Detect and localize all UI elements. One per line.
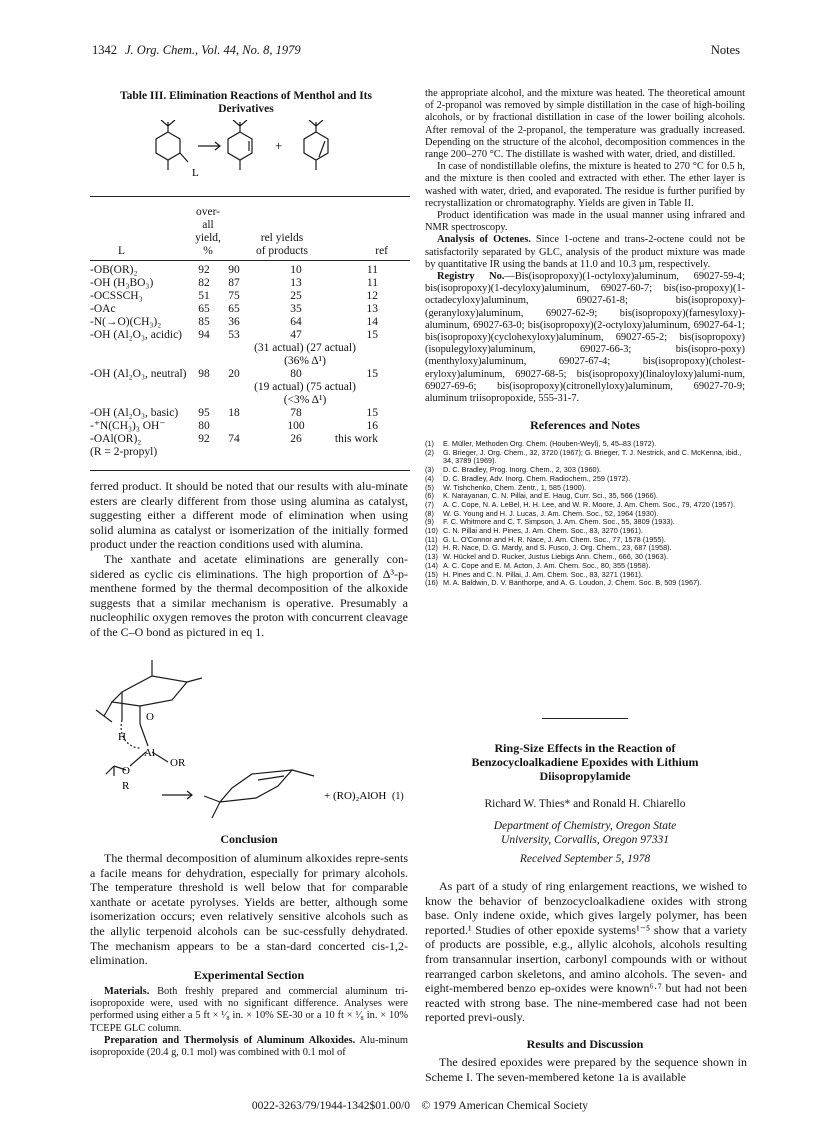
table-cell: 13 [366, 303, 378, 315]
menthol-elimination-scheme [128, 120, 368, 184]
received-date: Received September 5, 1978 [519, 853, 651, 865]
reference-text: H. Pines and C. N. Pillai, J. Am. Chem. Soc., 83, 3271 (1961). [443, 569, 643, 579]
experimental-heading: Experimental Section [193, 968, 305, 982]
reference-number: (9) [425, 517, 434, 527]
reference-item [425, 579, 750, 588]
scheme-plus: + [275, 138, 283, 153]
reference-text: W. G. Young and H. J. Lucas, J. Am. Chem. Soc., 52, 1964 (1930). [443, 508, 659, 518]
table-cell: 25 [290, 290, 302, 302]
table-cell: -OCSSCH₃ [90, 290, 143, 302]
table-cell: 74 [228, 433, 240, 445]
table-cell: 80 [290, 368, 302, 380]
table-caption: Table III. Elimination Reactions of Menthol and Its Derivatives [120, 90, 372, 115]
table-note: (19 actual) (75 actual) [254, 381, 356, 393]
eq-group-OR: OR [170, 757, 186, 769]
table-note: (<3% Δ¹) [283, 394, 327, 406]
table-cell: -OAc [90, 303, 116, 315]
eq-group-R: R [122, 780, 130, 792]
reference-number: (15) [425, 569, 438, 579]
reference-number: (8) [425, 508, 434, 518]
eq-atom-O2: O [122, 765, 130, 777]
table-top-rule [90, 196, 410, 197]
reference-number: (1) [425, 439, 434, 448]
table-cell: 78 [290, 407, 302, 419]
copyright: © 1979 American Chemical Society [421, 1100, 589, 1112]
table-cell: 15 [366, 368, 378, 380]
table-cell: 26 [290, 433, 302, 445]
reference-number: (2) [425, 447, 434, 457]
reference-number: (7) [425, 499, 434, 509]
scheme-leaving-group-label: L [192, 167, 199, 179]
eq-number: (1) [392, 791, 404, 802]
publication-code: 0022-3263/79/1944-1342$01.00/0 [251, 1100, 411, 1112]
reference-text: D. C. Bradley, Prog. Inorg. Chem., 2, 303 (1960). [443, 465, 602, 475]
results-heading: Results and Discussion [526, 1037, 644, 1051]
reference-text: E. Müller, Methoden Org. Chem. (Houben-Weyl), 5, 45–83 (1972). [443, 439, 657, 448]
article-divider [542, 718, 628, 719]
article-title: Ring-Size Effects in the Reaction of Benzocycloalkadiene Epoxides with Lithium Diisopropylamide [471, 741, 699, 783]
reference-number: (5) [425, 482, 434, 492]
prep-heading: Preparation and Thermolysis of Aluminum Alkoxides. [104, 1034, 356, 1046]
table-note: (36% Δ¹) [284, 355, 326, 367]
table-cell: 98 [198, 368, 210, 380]
reference-number: (4) [425, 473, 434, 483]
table-cell: 92 [198, 264, 210, 276]
eq-atom-O: O [146, 711, 154, 723]
table-cell: 90 [228, 264, 240, 276]
table-cell: 80 [198, 420, 210, 432]
page-footer [90, 1100, 750, 1112]
results-paragraph: The desired epoxides were prepared by the sequence shown in Scheme I. The seven-membered ketone 1a is available [425, 1055, 747, 1084]
page-number: 1342 [92, 43, 117, 57]
affiliation: Department of Chemistry, Oregon State University, Corvallis, Oregon 97331 [493, 820, 677, 846]
table-cell: 11 [366, 264, 378, 276]
table-cell: 11 [366, 277, 378, 289]
table-cell: 35 [290, 303, 302, 315]
reference-number: (10) [425, 526, 438, 536]
reference-number: (3) [425, 465, 434, 475]
introduction: As part of a study of ring enlargement reactions, we wished to know the behavior of benzocycloalkadiene oxides with strong base. Only indene oxide, which gives largely polymer, has been reported.¹ Studies of other epoxide systems¹⁻⁵ show that a variety of products are possible, e.g., allylic alcohols, alcohols resulting from transannular insertion, carbonyl compounds with or without rearranged carbon skeletons, and amino alcohols. The seven- and eight-membered benzo ep-oxides were known⁶·⁷ but had not been reacted with strong base. The nine-membered case had not been reported previ-ously. [425, 879, 747, 1025]
table-cell: (R = 2-propyl) [90, 446, 158, 458]
reference-text: M. A. Baldwin, D. V. Banthorpe, and A. G. Loudon, J. Chem. Soc. B, 509 (1967). [443, 578, 702, 588]
reference-item [425, 449, 750, 466]
table-cell: 12 [366, 290, 378, 302]
col-header-L: L [118, 245, 126, 257]
reference-number: (6) [425, 491, 434, 501]
table-cell: 85 [198, 316, 210, 328]
reference-text: F. C. Whitmore and C. T. Simpson, J. Am. Chem. Soc., 55, 3809 (1933). [443, 517, 675, 527]
table-bottom-rule [90, 470, 410, 471]
reference-text: H. R. Nace, D. G. Mardy, and S. Fusco, J. Org. Chem., 23, 687 (1958). [443, 543, 672, 553]
table-cell: 87 [228, 277, 240, 289]
eq-atom-Al: Al [144, 747, 155, 759]
table-cell: -OH (H₃BO₃) [90, 277, 154, 289]
table-cell: -OH (Al₂O₃, acidic) [90, 329, 182, 341]
table-cell: 47 [290, 329, 302, 341]
table-cell: 13 [290, 277, 302, 289]
conclusion-heading: Conclusion [220, 832, 278, 846]
references-list [425, 440, 750, 588]
references-heading: References and Notes [530, 418, 640, 432]
discussion-continued [90, 479, 408, 640]
table-cell: 92 [198, 433, 210, 445]
reference-number: (14) [425, 560, 438, 570]
experimental-text: Materials. Both freshly prepared and commercial aluminum tri-isopropoxide were, used with no significant difference. Analyses were performed using either a 5 ft × ¹⁄₈ in. × 10% SE-30 or a 10 ft × ¹⁄₈ in. × 10% TCEPE GLC column. Preparation and Thermolysis of Aluminum Alkoxides. Alu-minum isopropoxide (20.4 g, 0.1 mol) was combined with 0.1 mol of [90, 986, 408, 1059]
table-cell: 75 [228, 290, 240, 302]
reference-text: G. L. O'Connor and H. R. Nace, J. Am. Chem. Soc., 77, 1578 (1955). [443, 534, 666, 544]
section-label: Notes [710, 43, 740, 57]
table-cell: 64 [290, 316, 302, 328]
table-cell: 15 [366, 407, 378, 419]
table-cell: 20 [228, 368, 240, 380]
table-cell: -OH (Al₂O₃, basic) [90, 407, 179, 419]
table-cell: 16 [366, 420, 378, 432]
eq-product-label: + (RO)₂AlOH [324, 790, 387, 802]
reference-text: C. N. Pillai and H. Pines, J. Am. Chem. Soc., 83, 3270 (1961). [443, 526, 643, 536]
table-cell: 65 [198, 303, 210, 315]
table-cell: 95 [198, 407, 210, 419]
reference-number: (12) [425, 543, 438, 553]
reference-text: G. Brieger, J. Org. Chem., 32, 3720 (1967); G. Brieger, T. J. Nestrick, and C. McKenna, ibid., 34, 3789 (1969). [443, 447, 742, 466]
materials-heading: Materials. [104, 986, 150, 997]
col-header-overall: over- all yield, % [195, 206, 221, 257]
paragraph: ferred product. It should be noted that our results with alu-minate esters are clearly different from those using alumina as catalyst, suggesting either a different mode of elimination when using solid alumina as catalyst or isomerization of the initially formed product under the reaction conditions used with alumina. [90, 479, 408, 552]
table-cell: -⁺N(CH₃)₃ OH⁻ [90, 420, 166, 432]
table-note: (31 actual) (27 actual) [254, 342, 356, 354]
conclusion-paragraph: The thermal decomposition of aluminum alkoxides repre-sents a facile means for dehydration, especially for primary alcohols. The temperature threshold is well below that for comparable xanthate or acetate pyrolyses. Yields are better, although some isomerization occurs; even relatively sensitive alcohols such as the allylic terpenoid alcohols can be suc-cessfully dehydrated. The mechanism appears to be a stan-dard concerted cis-1,2-elimination. [90, 851, 408, 968]
registry-heading: Registry No. [437, 271, 505, 283]
table-cell: 65 [228, 303, 240, 315]
table-cell: 36 [228, 316, 240, 328]
col-header-rel-yields: rel yields of products [255, 232, 309, 257]
running-header [92, 43, 301, 58]
table-cell: 53 [228, 329, 240, 341]
reference-number: (16) [425, 578, 438, 588]
reference-text: D. C. Bradley, Adv. Inorg. Chem. Radiochem., 259 (1972). [443, 473, 631, 483]
reference-text: W. Hückel and D. Rucker, Justus Liebigs Ann. Chem., 666, 30 (1963). [443, 552, 669, 562]
paragraph: The xanthate and acetate eliminations are generally con-sidered as cyclic cis eliminations. The high proportion of Δ³-p-menthene formed by the thermal decomposition of the alkoxide suggests that a similar mechanism is operative. Presumably a nucleophilic oxygen removes the proton with concurrent cleavage of the C–O bond as pictured in eq 1. [90, 551, 408, 639]
table-cell: -N(→O)(CH₃)₂ [90, 316, 162, 328]
reference-number: (11) [425, 534, 438, 544]
eq-atom-H: H [118, 731, 126, 743]
table-cell: -OH (Al₂O₃, neutral) [90, 368, 187, 380]
table-cell: 51 [198, 290, 210, 302]
reference-text: A. C. Cope and E. M. Acton, J. Am. Chem. Soc., 80, 355 (1958). [443, 560, 651, 570]
table-cell: -OB(OR)₂ [90, 264, 138, 276]
octenes-heading: Analysis of Octenes. [437, 234, 531, 246]
table-header-rule [90, 260, 410, 261]
table-cell: 15 [366, 329, 378, 341]
table-cell: 14 [366, 316, 378, 328]
authors: Richard W. Thies* and Ronald H. Chiarello [484, 798, 686, 810]
equation-1-scheme [92, 658, 414, 823]
table-cell: 10 [290, 264, 302, 276]
col-header-ref: ref [375, 245, 388, 257]
table-cell: 82 [198, 277, 210, 289]
table-cell: 94 [198, 329, 210, 341]
journal-citation: J. Org. Chem., Vol. 44, No. 8, 1979 [125, 43, 301, 57]
reference-text: A. C. Cope, N. A. LeBel, H. H. Lee, and W. R. Moore, J. Am. Chem. Soc., 79, 4720 (1957). [443, 499, 736, 509]
table-cell: 100 [287, 420, 305, 432]
table-cell: -OAl(OR)₂ [90, 433, 142, 445]
table-cell: 18 [228, 407, 240, 419]
experimental-continued: the appropriate alcohol, and the mixture was heated. The theoretical amount of 2-propanol was removed by simple distillation in the case of high-boiling alcohols, or by fractional distillation in case of the lower boiling alcohols. After removal of the 2-propanol, the temperature was gradually increased. Depending on the structure of the alcohol, decomposition commences in the range 200–270 °C. The distillate is washed with water, dried, and distilled. In case of nondistillable olefins, the mixture is heated to 270 °C for 0.5 h, and the mixture is then cooled and extracted with ether. The ether layer is washed with water, dried, and evaporated. The residue is further purified by recrystallization or chromatography. Yields are given in Table II. Product identification was made in the usual manner using infrared and NMR spectroscopy. Analysis of Octenes. Since 1-octene and trans-2-octene could not be satisfactorily separated by GLC, analysis of the product mixture was made by quantitative IR using the bands at 11.0 and 10.3 µm, respectively. Registry No.—Bis(isopropoxy)(1-octyloxy)aluminum, 69027-59-4; bis(isopropoxy)(1-decyloxy)aluminum, 69027-60-7; bis(iso-propoxy)(1-octadecyloxy)aluminum, 69027-61-8; bis(isopropoxy)-(geranyloxy)aluminum, 69027-62-9; bis(isopropoxy)(farnesyloxy)-aluminum, 69027-63-0; bis(isopropoxy)(2-octyloxy)aluminum, 69027-64-1; bis(isopropoxy)(cyclohexyloxy)aluminum, 69027-65-2; bis(isopropoxy)(isopulegyloxy)aluminum, 69027-66-3; bis(isopro-poxy)(menthyloxy)aluminum, 69027-67-4; bis(isopropoxy)(cholest-eryloxy)aluminum, 69027-68-5; bis(isopropoxy)(linaloyloxy)alumi-num, 69027-69-6; bis(isopropoxy)(citronellyloxy)aluminum, 69027-70-9; aluminum triisopropoxide, 555-31-7. [425, 88, 745, 405]
reference-text: K. Narayanan, C. N. Pillai, and E. Haug, Curr. Sci., 35, 566 (1966). [443, 491, 658, 501]
reference-number: (13) [425, 552, 438, 562]
table-cell: this work [334, 433, 378, 445]
reference-text: W. Tishchenko, Chem. Zentr., 1, 585 (1900). [443, 482, 587, 492]
